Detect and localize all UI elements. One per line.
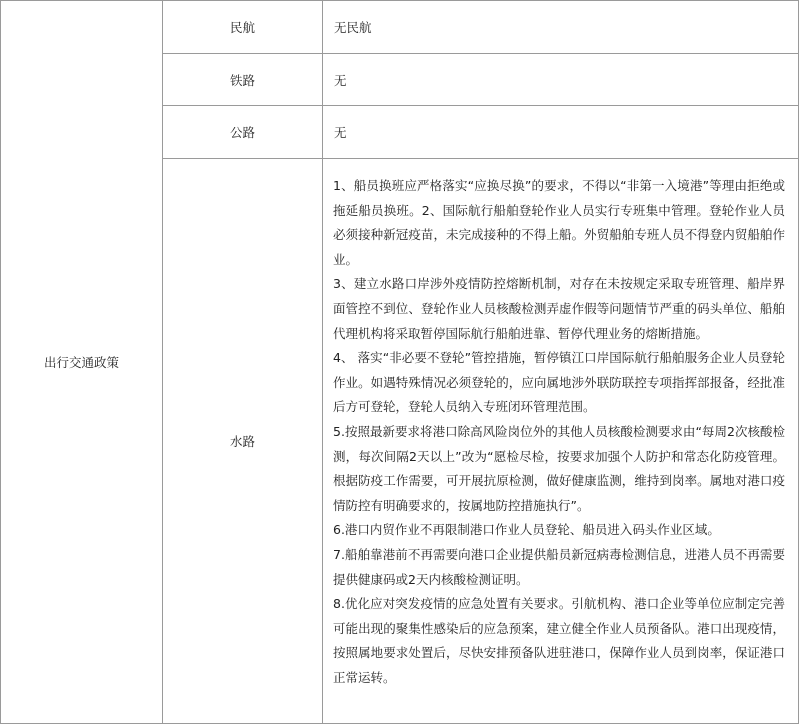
policy-cell-railway bbox=[334, 54, 784, 105]
policy-paragraph: 7.船舶靠港前不再需要向港口企业提供船员新冠病毒检测信息，进港人员不再需要提供健康码或2天内核酸检测证明。 bbox=[333, 546, 785, 587]
mode-cell-aviation bbox=[163, 1, 322, 53]
policy-cell-highway bbox=[334, 106, 784, 158]
mode-cell-railway bbox=[163, 54, 322, 105]
waterway-policy-text bbox=[333, 174, 785, 690]
category-cell bbox=[1, 1, 162, 723]
policy-paragraph: 1、船员换班应严格落实“应换尽换”的要求，不得以“非第一入境港”等理由拒绝或拖延船员换班。2、国际航行船舶登轮作业人员实行专班集中管理。登轮作业人员必须接种新冠疫苗，未完成接种的不得上船。外贸船舶专班人员不得登内贸船舶作业。 bbox=[333, 178, 785, 267]
mode-cell-waterway bbox=[163, 159, 322, 723]
mode-cell-highway bbox=[163, 106, 322, 158]
mode-label: 水路 bbox=[229, 434, 255, 449]
policy-paragraph: 3、建立水路口岸涉外疫情防控熔断机制，对存在未按规定采取专班管理、船岸界面管控不到位、登轮作业人员核酸检测弄虚作假等问题情节严重的码头单位、船舶代理机构将采取暂停国际航行船舶进靠、暂停代理业务的熔断措施。 bbox=[333, 276, 785, 341]
column-divider bbox=[322, 1, 323, 723]
policy-text: 无 bbox=[334, 72, 347, 88]
policy-text: 无 bbox=[334, 125, 347, 140]
policy-paragraph: 5.按照最新要求将港口除高风险岗位外的其他人员核酸检测要求由“每周2次核酸检测，每次间隔2天以上”改为“愿检尽检，按要求加强个人防护和常态化防疫管理。根据防疫工作需要，可开展抗原检测，做好健康监测，维持到岗率。属地对港口疫情防控有明确要求的，按属地防控措施执行”。 bbox=[333, 423, 785, 513]
policy-paragraph: 8.优化应对突发疫情的应急处置有关要求。引航机构、港口企业等单位应制定完善可能出现的聚集性感染后的应急预案，建立健全作业人员预备队。港口出现疫情，按照属地要求处置后，尽快安排预备队进驻港口，保障作业人员到岗率，保证港口正常运转。 bbox=[333, 596, 785, 685]
policy-text: 无民航 bbox=[334, 20, 372, 35]
mode-label: 公路 bbox=[229, 125, 255, 140]
category-label: 出行交通政策 bbox=[43, 355, 119, 370]
mode-label: 民航 bbox=[229, 20, 255, 35]
policy-cell-aviation bbox=[334, 1, 784, 53]
policy-paragraph: 4、 落实“非必要不登轮”管控措施，暂停镇江口岸国际航行船舶服务企业人员登轮作业。如遇特殊情况必须登轮的，应向属地涉外联防联控专项指挥部报备，经批准后方可登轮，登轮人员纳入专班闭环管理范围。 bbox=[333, 350, 785, 415]
mode-label: 铁路 bbox=[229, 72, 255, 88]
policy-paragraph: 6.港口内贸作业不再限制港口作业人员登轮、船员进入码头作业区域。 bbox=[333, 522, 720, 538]
